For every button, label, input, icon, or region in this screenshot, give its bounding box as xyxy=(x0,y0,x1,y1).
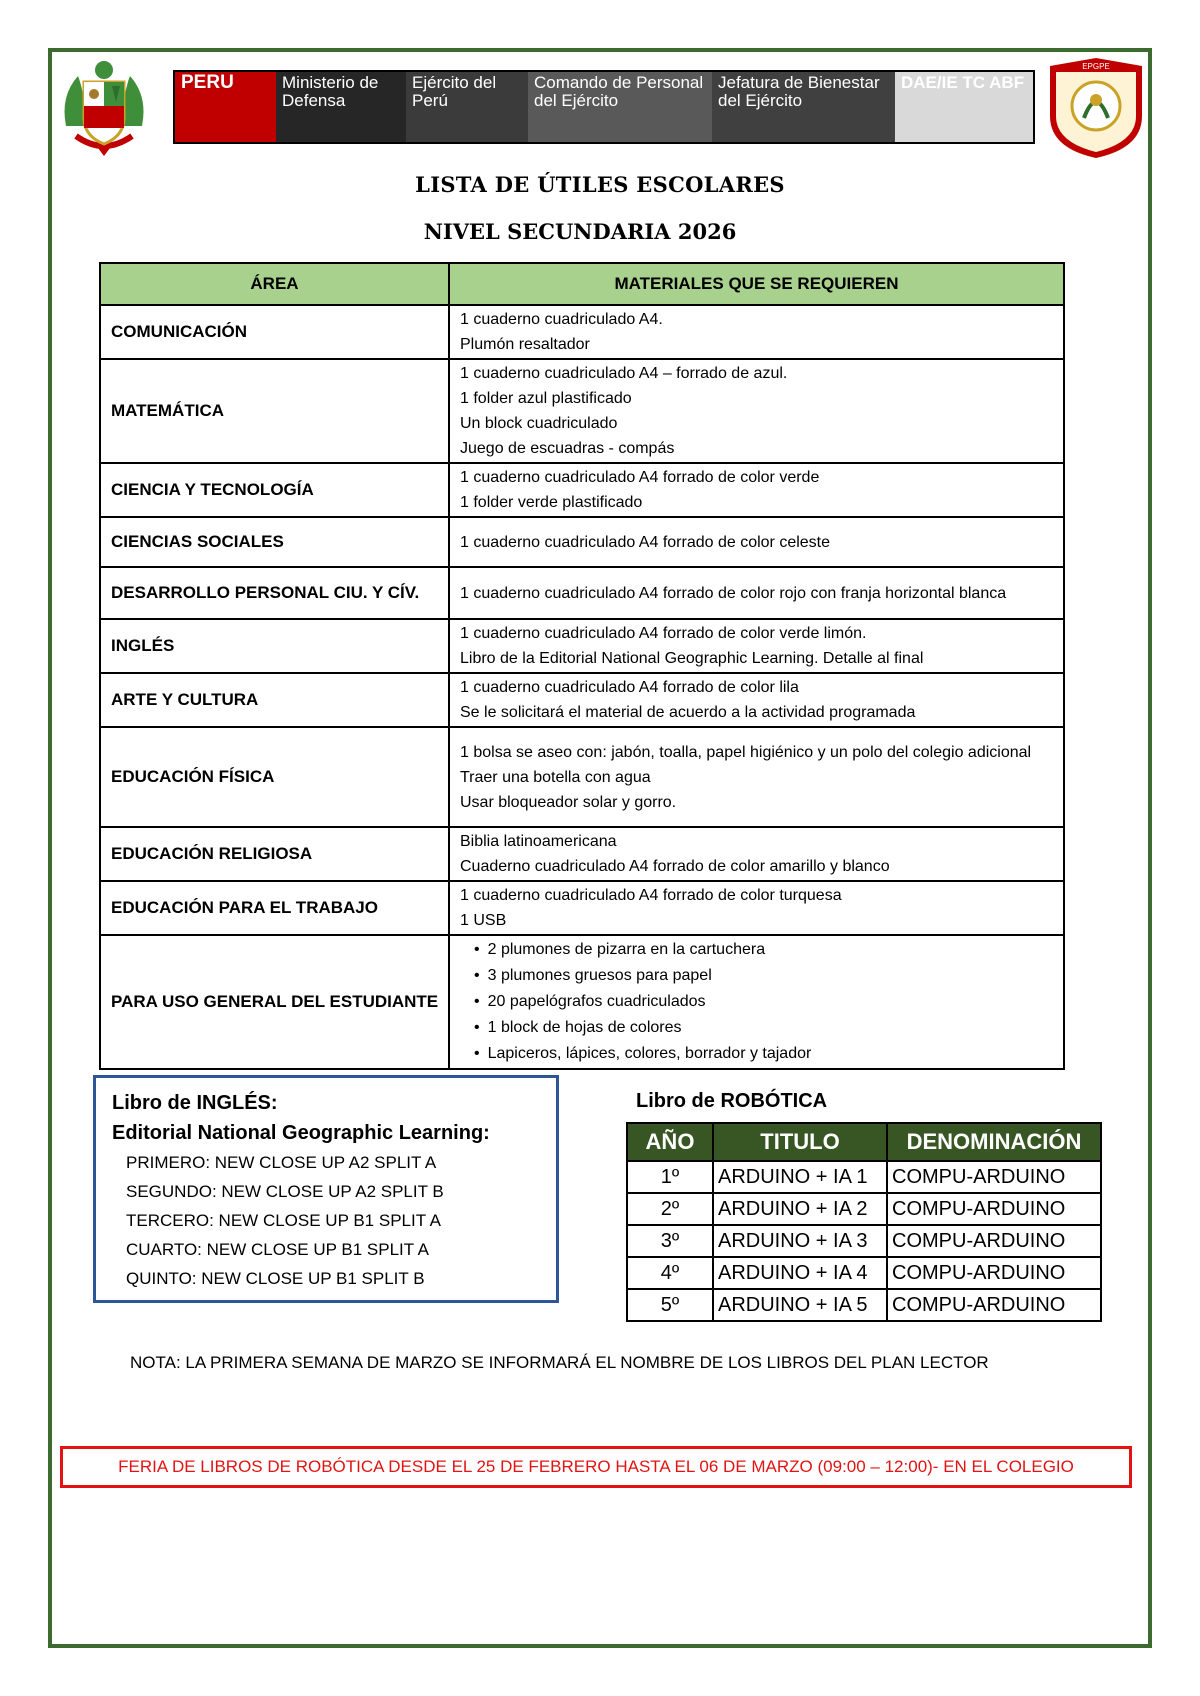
material-item: Usar bloqueador solar y gorro. xyxy=(460,793,677,811)
page-subtitle: NIVEL SECUNDARIA 2026 xyxy=(423,219,737,244)
english-book-line: SEGUNDO: NEW CLOSE UP A2 SPLIT B xyxy=(126,1182,444,1201)
table-row xyxy=(627,1161,1101,1193)
materials-cell xyxy=(449,935,1064,1069)
materials-cell xyxy=(449,619,1064,673)
year-cell: 4º xyxy=(627,1257,713,1289)
table-header-row xyxy=(100,263,1064,305)
page-title: LISTA DE ÚTILES ESCOLARES xyxy=(415,172,785,197)
title-cell: ARDUINO + IA 3 xyxy=(713,1225,887,1257)
denomination-cell: COMPU-ARDUINO xyxy=(887,1289,1101,1321)
material-item: Cuaderno cuadriculado A4 forrado de color amarillo y blanco xyxy=(460,858,890,875)
year-cell: 3º xyxy=(627,1225,713,1257)
table-row xyxy=(100,517,1064,567)
table-row xyxy=(100,881,1064,935)
header-peru: PERU xyxy=(175,72,276,142)
title-cell: ARDUINO + IA 2 xyxy=(713,1193,887,1225)
column-header-year: AÑO xyxy=(627,1123,713,1161)
material-item: 1 USB xyxy=(460,912,507,929)
table-row xyxy=(100,619,1064,673)
english-book-line: CUARTO: NEW CLOSE UP B1 SPLIT A xyxy=(126,1240,429,1259)
material-item: 1 cuaderno cuadriculado A4. xyxy=(460,311,663,328)
material-item: Plumón resaltador xyxy=(460,336,590,353)
table-row xyxy=(100,935,1064,1069)
header-dae: DAE/IE TC ABF xyxy=(895,72,1033,142)
supplies-table xyxy=(99,262,1065,1070)
material-item: Libro de la Editorial National Geographic Learning. Detalle al final xyxy=(460,650,924,667)
list-item: • 20 papelógrafos cuadriculados xyxy=(474,989,1053,1015)
emblem-text: EPGPE xyxy=(1082,62,1110,71)
denomination-cell: COMPU-ARDUINO xyxy=(887,1161,1101,1193)
denomination-cell: COMPU-ARDUINO xyxy=(887,1257,1101,1289)
robotics-title: Libro de ROBÓTICA xyxy=(636,1090,828,1112)
area-cell: EDUCACIÓN RELIGIOSA xyxy=(100,827,449,881)
table-row xyxy=(627,1289,1101,1321)
title-cell: ARDUINO + IA 1 xyxy=(713,1161,887,1193)
institution-header-bar xyxy=(173,70,1035,144)
book-fair-notice: FERIA DE LIBROS DE ROBÓTICA DESDE EL 25 DE FEBRERO HASTA EL 06 DE MARZO (09:00 – 12:00)- EN EL COLEGIO xyxy=(60,1446,1132,1488)
area-cell: PARA USO GENERAL DEL ESTUDIANTE xyxy=(100,935,449,1069)
area-cell: EDUCACIÓN PARA EL TRABAJO xyxy=(100,881,449,935)
year-cell: 2º xyxy=(627,1193,713,1225)
list-item: • 2 plumones de pizarra en la cartuchera xyxy=(474,937,1053,963)
title-cell: ARDUINO + IA 4 xyxy=(713,1257,887,1289)
material-item: Un block cuadriculado xyxy=(460,415,618,432)
materials-cell xyxy=(449,881,1064,935)
material-item: 1 folder azul plastificado xyxy=(460,390,632,407)
materials-cell xyxy=(449,517,1064,567)
area-cell: EDUCACIÓN FÍSICA xyxy=(100,727,449,827)
material-item: Traer una botella con agua xyxy=(460,768,651,786)
material-item: 1 cuaderno cuadriculado A4 forrado de color verde limón. xyxy=(460,625,867,642)
english-book-line: QUINTO: NEW CLOSE UP B1 SPLIT B xyxy=(126,1269,425,1288)
area-cell: MATEMÁTICA xyxy=(100,359,449,463)
table-row xyxy=(100,305,1064,359)
reading-plan-note: NOTA: LA PRIMERA SEMANA DE MARZO SE INFORMARÁ EL NOMBRE DE LOS LIBROS DEL PLAN LECTOR xyxy=(130,1353,989,1372)
material-item: 1 folder verde plastificado xyxy=(460,494,643,511)
area-cell: INGLÉS xyxy=(100,619,449,673)
english-box-heading: Libro de INGLÉS: xyxy=(112,1092,278,1114)
material-item: 1 cuaderno cuadriculado A4 forrado de color lila xyxy=(460,679,799,696)
material-item: 1 cuaderno cuadriculado A4 forrado de color verde xyxy=(460,469,820,486)
english-book-line: PRIMERO: NEW CLOSE UP A2 SPLIT A xyxy=(126,1153,437,1172)
robotics-header-row xyxy=(627,1123,1101,1161)
peru-coat-of-arms-icon xyxy=(56,56,152,160)
table-row xyxy=(627,1193,1101,1225)
header-ministerio: Ministerio de Defensa xyxy=(276,72,406,142)
denomination-cell: COMPU-ARDUINO xyxy=(887,1193,1101,1225)
table-row xyxy=(100,567,1064,619)
table-row xyxy=(627,1225,1101,1257)
english-book-line: TERCERO: NEW CLOSE UP B1 SPLIT A xyxy=(126,1211,441,1230)
area-cell: CIENCIAS SOCIALES xyxy=(100,517,449,567)
column-header-title: TITULO xyxy=(713,1123,887,1161)
material-item: 1 cuaderno cuadriculado A4 forrado de color rojo con franja horizontal blanca xyxy=(460,584,1007,602)
area-cell: CIENCIA Y TECNOLOGÍA xyxy=(100,463,449,517)
list-item: • Lapiceros, lápices, colores, borrador y tajador xyxy=(474,1041,1053,1067)
table-row xyxy=(100,827,1064,881)
material-item: Juego de escuadras - compás xyxy=(460,440,675,457)
school-emblem-icon xyxy=(1046,56,1146,160)
english-book-box xyxy=(93,1075,559,1303)
table-row xyxy=(100,463,1064,517)
material-item: 1 cuaderno cuadriculado A4 forrado de color celeste xyxy=(460,533,831,551)
year-cell: 5º xyxy=(627,1289,713,1321)
table-row xyxy=(100,359,1064,463)
materials-cell xyxy=(449,827,1064,881)
material-item: 1 cuaderno cuadriculado A4 forrado de color turquesa xyxy=(460,887,842,904)
column-header-denomination: DENOMINACIÓN xyxy=(887,1123,1101,1161)
table-row xyxy=(627,1257,1101,1289)
column-header-materials: MATERIALES QUE SE REQUIEREN xyxy=(449,263,1064,305)
english-box-publisher: Editorial National Geographic Learning: xyxy=(112,1122,490,1144)
materials-cell xyxy=(449,567,1064,619)
materials-cell xyxy=(449,463,1064,517)
materials-cell xyxy=(449,673,1064,727)
table-row xyxy=(100,673,1064,727)
area-cell: COMUNICACIÓN xyxy=(100,305,449,359)
year-cell: 1º xyxy=(627,1161,713,1193)
robotics-table xyxy=(626,1122,1102,1322)
material-item: Se le solicitará el material de acuerdo a la actividad programada xyxy=(460,704,916,721)
header-jefatura: Jefatura de Bienestar del Ejército xyxy=(712,72,895,142)
column-header-area: ÁREA xyxy=(100,263,449,305)
denomination-cell: COMPU-ARDUINO xyxy=(887,1225,1101,1257)
area-cell: DESARROLLO PERSONAL CIU. Y CÍV. xyxy=(100,567,449,619)
material-item: 1 cuaderno cuadriculado A4 – forrado de azul. xyxy=(460,365,788,382)
list-item: • 3 plumones gruesos para papel xyxy=(474,963,1053,989)
header-ejercito: Ejército del Perú xyxy=(406,72,528,142)
table-row xyxy=(100,727,1064,827)
general-supplies-list xyxy=(460,937,1053,1067)
materials-cell xyxy=(449,359,1064,463)
area-cell: ARTE Y CULTURA xyxy=(100,673,449,727)
material-item: Biblia latinoamericana xyxy=(460,833,617,850)
material-item: 1 bolsa se aseo con: jabón, toalla, papel higiénico y un polo del colegio adicional xyxy=(460,743,1032,761)
materials-cell xyxy=(449,305,1064,359)
title-cell: ARDUINO + IA 5 xyxy=(713,1289,887,1321)
list-item: • 1 block de hojas de colores xyxy=(474,1015,1053,1041)
header-comando: Comando de Personal del Ejército xyxy=(528,72,712,142)
materials-cell xyxy=(449,727,1064,827)
